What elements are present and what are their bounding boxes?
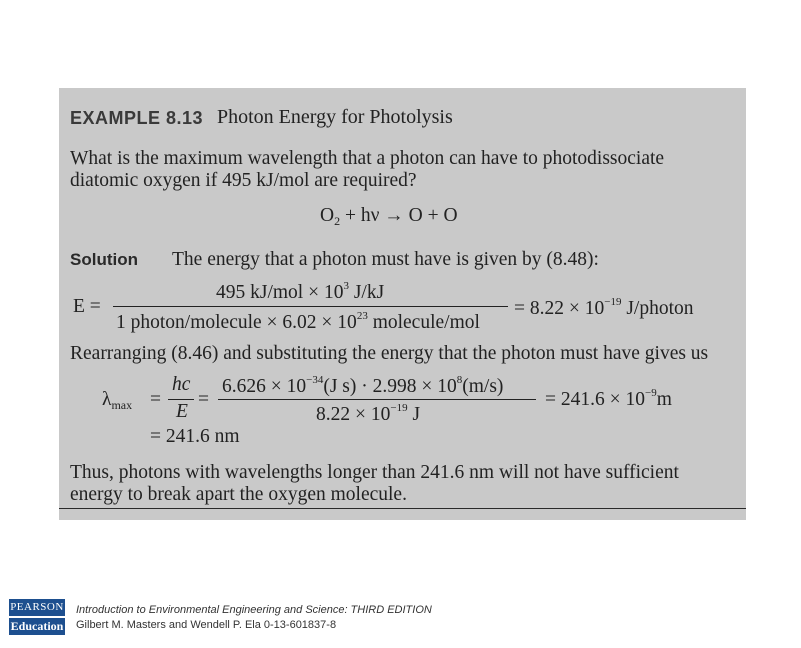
energy-lhs: E = — [73, 296, 101, 317]
question-line-1: What is the maximum wavelength that a photon can have to photodissociate — [70, 148, 665, 169]
wavelength-denominator: $8.22 \times 10^{-19}$ J — [316, 402, 421, 425]
rearrange-text: Rearranging (8.46) and substituting the energy that the photon must have gives us — [70, 343, 709, 364]
energy-result: = $8.22 \times 10^{-19}$ J/photon — [514, 296, 694, 319]
equals-2: = — [198, 389, 209, 410]
energy-numerator: 495 $kJ/mol \times 10^3$ J/kJ — [216, 280, 385, 303]
question-line-2: diatomic oxygen if 495 kJ/mol are required? — [70, 170, 417, 191]
reaction-lhs-subscript: 2 — [334, 214, 341, 228]
E-denominator: E — [176, 401, 188, 422]
example-number: EXAMPLE 8.13 — [70, 108, 204, 128]
pearson-education-logo: PEARSON Education — [10, 601, 64, 633]
book-title: Introduction to Environmental Engineering and Science: THIRD EDITION — [76, 604, 432, 616]
hc-fraction-bar — [168, 399, 194, 400]
equals-1: = — [150, 389, 161, 410]
lambda-max: $\lambda_{max}$ — [102, 389, 133, 412]
conclusion-line-2: energy to break apart the oxygen molecule. — [70, 484, 407, 505]
final-wavelength: = 241.6 nm — [150, 426, 240, 447]
reaction-lhs: O — [320, 205, 335, 226]
energy-denominator: 1 photon/molecule × $6.02 \times 10^{23}$ molecule/mol — [116, 310, 480, 333]
solution-label: Solution — [70, 250, 138, 269]
energy-fraction-bar — [113, 306, 508, 307]
wavelength-numerator: $6.626 \times 10^{-34}(J$ $s) \cdot 2.998 \times 10^8(m/s)$ — [222, 374, 504, 397]
reaction-equation — [320, 205, 458, 229]
wavelength-fraction-bar — [218, 399, 536, 400]
wavelength-result: = $241.6 \times 10^{-9}m$ — [545, 387, 672, 410]
book-authors: Gilbert M. Masters and Wendell P. Ela 0-13-601837-8 — [76, 619, 337, 631]
example-title: Photon Energy for Photolysis — [217, 106, 453, 128]
panel-bottom-rule — [59, 508, 746, 509]
conclusion-line-1: Thus, photons with wavelengths longer than 241.6 nm will not have sufficient — [70, 462, 679, 483]
hc-numerator: hc — [172, 374, 191, 395]
reaction-rhs: + hν → O + O — [340, 205, 458, 226]
solution-intro: The energy that a photon must have is given by (8.48): — [172, 249, 599, 270]
